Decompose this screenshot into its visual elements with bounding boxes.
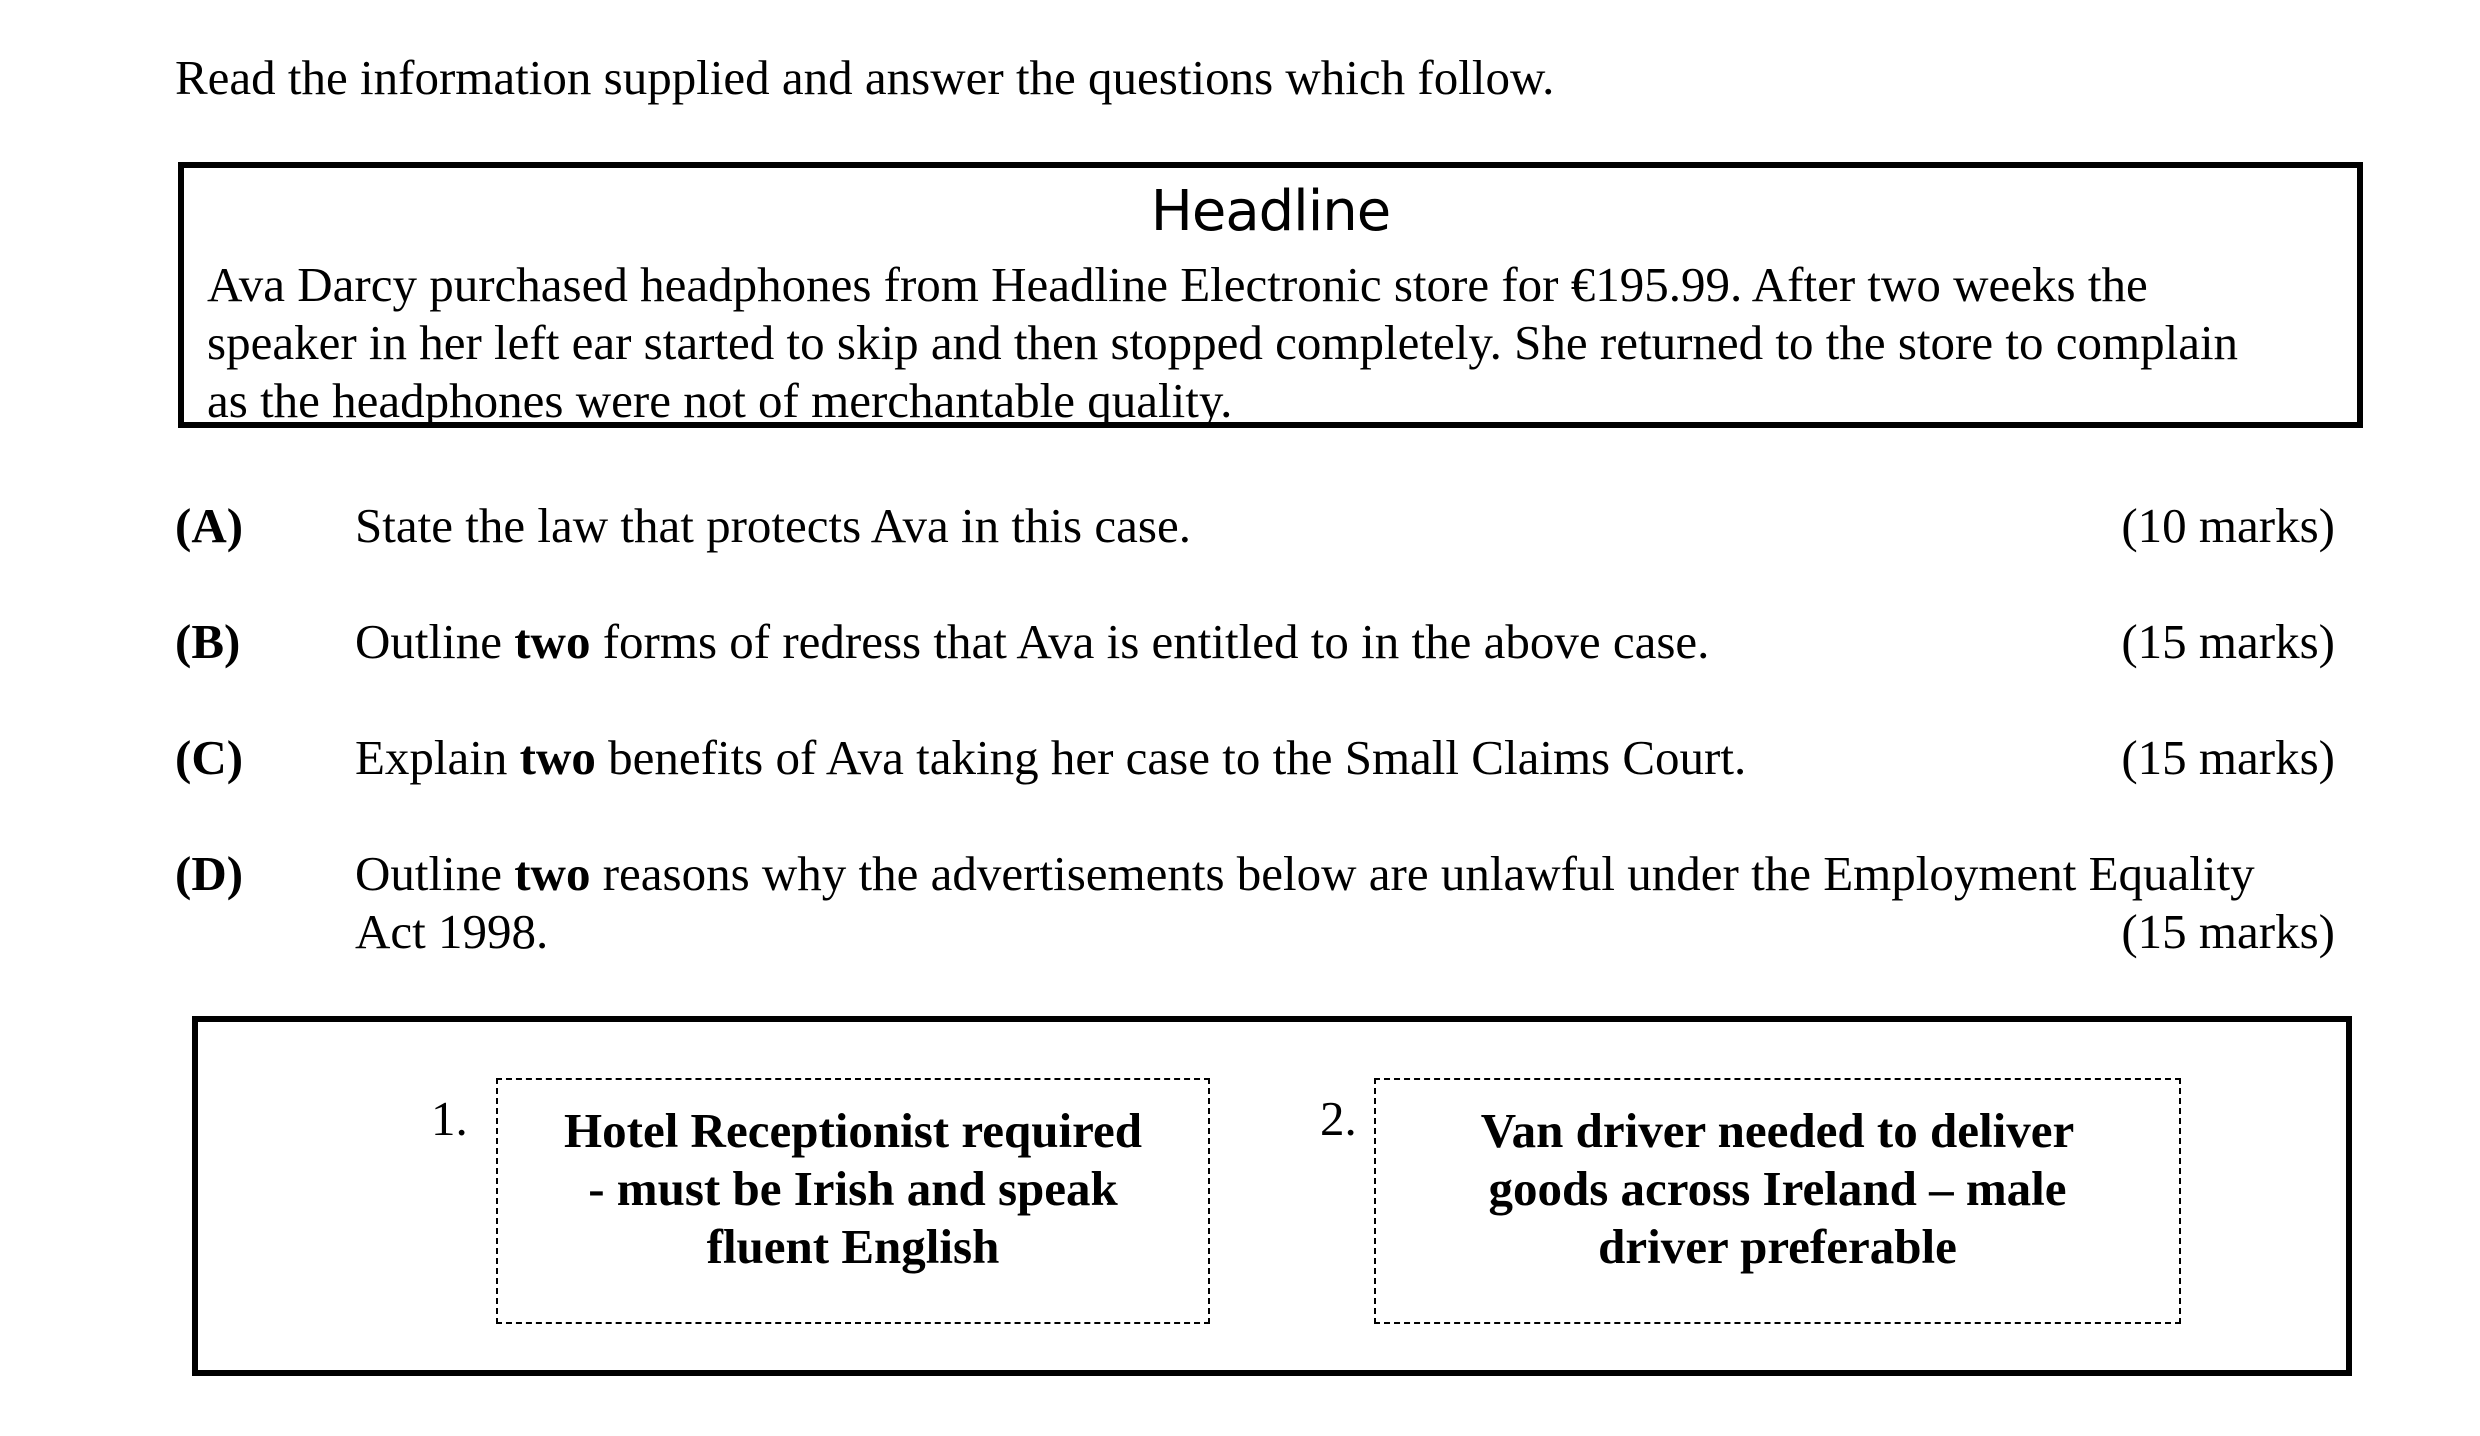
ad-number: 2. [1320,1091,1357,1146]
question-letter: (D) [175,846,244,901]
question-marks: (15 marks) [2121,904,2335,959]
advertisement-2 [1374,1078,2181,1324]
advertisements-box [192,1016,2352,1376]
case-text-line: speaker in her left ear started to skip and then stopped completely. She returned to the store to complain [207,315,2239,370]
ad-number: 1. [431,1091,468,1146]
ad-text: Van driver needed to deliver goods across Ireland – male driver preferable [1480,1103,2075,1274]
question-marks: (10 marks) [2121,498,2335,553]
case-text-line: as the headphones were not of merchantable quality. [207,373,1233,428]
ad-text: Hotel Receptionist required - must be Irish and speak fluent English [564,1103,1142,1274]
question-text: Explain two benefits of Ava taking her case to the Small Claims Court. [355,730,1747,785]
case-text-line: Ava Darcy purchased headphones from Headline Electronic store for €195.99. After two weeks the [207,257,2148,312]
case-title: Headline [1150,179,1391,244]
question-text-continued: Act 1998. [355,904,549,959]
question-marks: (15 marks) [2121,614,2335,669]
question-text: Outline two forms of redress that Ava is entitled to in the above case. [355,614,1710,669]
question-text: Outline two reasons why the advertisements below are unlawful under the Employment Equality [355,846,2255,901]
question-marks: (15 marks) [2121,730,2335,785]
case-study-box [178,162,2363,428]
question-letter: (B) [175,614,241,669]
question-letter: (A) [175,498,244,553]
question-text: State the law that protects Ava in this case. [355,498,1191,553]
case-text [207,256,2347,430]
question-letter: (C) [175,730,244,785]
instructions: Read the information supplied and answer the questions which follow. [175,50,1555,105]
advertisement-1 [496,1078,1210,1324]
